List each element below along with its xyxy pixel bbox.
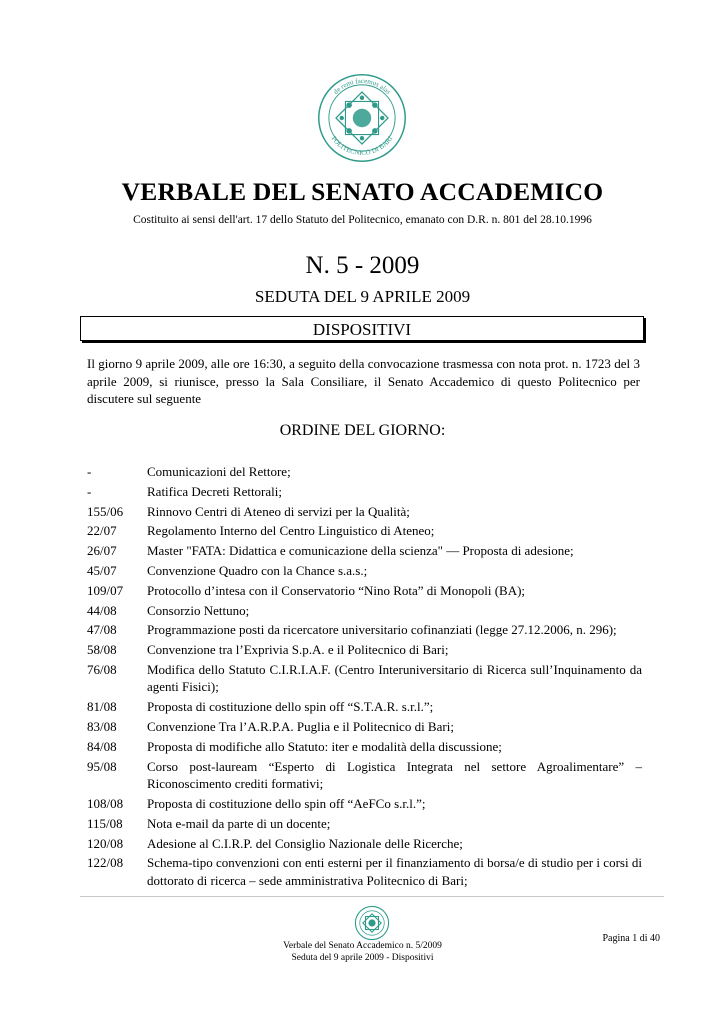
svg-text:de remi facemus alas: de remi facemus alas <box>332 78 392 96</box>
agenda-item <box>87 661 642 696</box>
agenda-item-code: 120/08 <box>87 835 124 851</box>
footer-logo <box>354 905 390 941</box>
svg-text:POLITECNICO DI BARI: POLITECNICO DI BARI <box>329 135 395 157</box>
agenda-item-code: 115/08 <box>87 815 123 831</box>
agenda-item <box>87 795 642 813</box>
agenda-item-text: Modifica dello Statuto C.I.R.I.A.F. (Centro Interuniversitario di Ricerca sull’Inquinamento da agenti Fisici); <box>147 661 642 695</box>
footer-seduta: Seduta del 9 aprile 2009 - Dispositivi <box>291 953 434 963</box>
agenda-item-text: Protocollo d’intesa con il Conservatorio “Nino Rota” di Monopoli (BA); <box>147 582 526 598</box>
agenda-item-code: 108/08 <box>87 795 124 811</box>
agenda-item-code: 45/07 <box>87 562 117 578</box>
agenda-item-text: Schema-tipo convenzioni con enti esterni per il finanziamento di borsa/e di studio per i corsi di dottorato di ricerca – sede amministrativa Politecnico di Bari; <box>147 855 642 888</box>
agenda-list <box>87 463 642 892</box>
agenda-item <box>87 503 642 521</box>
agenda-item-text: Proposta di modifiche allo Statuto: iter e modalità della discussione; <box>147 738 502 754</box>
agenda-item-code: 44/08 <box>87 602 117 618</box>
agenda-item-text: Rinnovo Centri di Ateneo di servizi per la Qualità; <box>147 503 410 519</box>
document-title: VERBALE DEL SENATO ACCADEMICO <box>121 177 604 206</box>
agenda-item-text: Ratifica Decreti Rettorali; <box>147 483 282 499</box>
agenda-item <box>87 718 642 736</box>
page-number: Pagina 1 di 40 <box>602 933 660 944</box>
agenda-item-code: 155/06 <box>87 503 124 519</box>
agenda-item-text: Convenzione Quadro con la Chance s.a.s.; <box>147 562 368 578</box>
agenda-item-text: Comunicazioni del Rettore; <box>147 464 291 479</box>
agenda-item <box>87 463 642 481</box>
agenda-item-code: - <box>87 483 92 499</box>
agenda-item-text: Regolamento Interno del Centro Linguistico di Ateneo; <box>147 523 435 539</box>
agenda-item-text: Programmazione posti da ricercatore universitario cofinanziati (legge 27.12.2006, n. 296); <box>147 622 617 638</box>
agenda-item-text: Convenzione Tra l’A.R.P.A. Puglia e il Politecnico di Bari; <box>147 719 454 735</box>
agenda-item-code: 83/08 <box>87 719 117 735</box>
footer-divider <box>80 896 664 897</box>
agenda-item <box>87 815 642 833</box>
agenda-item-text: Master "FATA: Didattica e comunicazione della scienza" — Proposta di adesione; <box>147 543 574 559</box>
agenda-item-text: Consorzio Nettuno; <box>147 602 250 618</box>
section-box: DISPOSITIVI <box>80 316 644 341</box>
agenda-item-code: 22/07 <box>87 523 117 539</box>
seduta-date: SEDUTA DEL 9 APRILE 2009 <box>254 287 471 306</box>
agenda-item-text: Corso post-lauream “Esperto di Logistica Integrata nel settore Agroalimentare” – Riconoscimento crediti formativi; <box>147 758 642 792</box>
agenda-item-text: Convenzione tra l’Exprivia S.p.A. e il Politecnico di Bari; <box>147 642 449 658</box>
agenda-item-text: Proposta di costituzione dello spin off “S.T.A.R. s.r.l.”; <box>147 699 434 715</box>
agenda-item-text: Proposta di costituzione dello spin off “AeFCo s.r.l.”; <box>147 795 426 811</box>
verbale-number: N. 5 - 2009 <box>305 252 420 279</box>
agenda-item-text: Adesione al C.I.R.P. del Consiglio Nazionale delle Ricerche; <box>147 835 463 851</box>
agenda-item <box>87 738 642 756</box>
agenda-item <box>87 562 642 580</box>
politecnico-logo <box>316 72 408 164</box>
agenda-item <box>87 483 642 501</box>
agenda-item <box>87 621 642 639</box>
agenda-item-code: 95/08 <box>87 758 117 774</box>
agenda-item-code: 58/08 <box>87 642 117 658</box>
agenda-item-code: 84/08 <box>87 738 117 754</box>
agenda-item <box>87 641 642 659</box>
agenda-item-code: 122/08 <box>87 855 124 871</box>
intro-paragraph: Il giorno 9 aprile 2009, alle ore 16:30, a seguito della convocazione trasmessa con nota prot. n. 1723 del 3 aprile 2009, si riunisce, presso la Sala Consiliare, il Senato Accademico di questo Politecnico per discutere sul seguente <box>87 356 640 406</box>
agenda-item-text: Nota e-mail da parte di un docente; <box>147 815 331 831</box>
agenda-item <box>87 542 642 560</box>
agenda-item <box>87 582 642 600</box>
agenda-heading: ORDINE DEL GIORNO: <box>279 422 446 439</box>
agenda-item-code: 81/08 <box>87 699 117 715</box>
agenda-item <box>87 602 642 620</box>
agenda-item-code: - <box>87 464 92 479</box>
agenda-item <box>87 698 642 716</box>
agenda-item <box>87 522 642 540</box>
agenda-item <box>87 758 642 793</box>
agenda-item <box>87 835 642 853</box>
agenda-item <box>87 854 642 889</box>
agenda-item-code: 26/07 <box>87 543 117 559</box>
document-subtitle: Costituito ai sensi dell'art. 17 dello Statuto del Politecnico, emanato con D.R. n. 801 del 28.10.1996 <box>133 214 592 226</box>
agenda-item-code: 47/08 <box>87 622 117 638</box>
agenda-item-code: 109/07 <box>87 582 124 598</box>
agenda-item-code: 76/08 <box>87 661 117 677</box>
footer-verbale: Verbale del Senato Accademico n. 5/2009 <box>283 941 442 951</box>
